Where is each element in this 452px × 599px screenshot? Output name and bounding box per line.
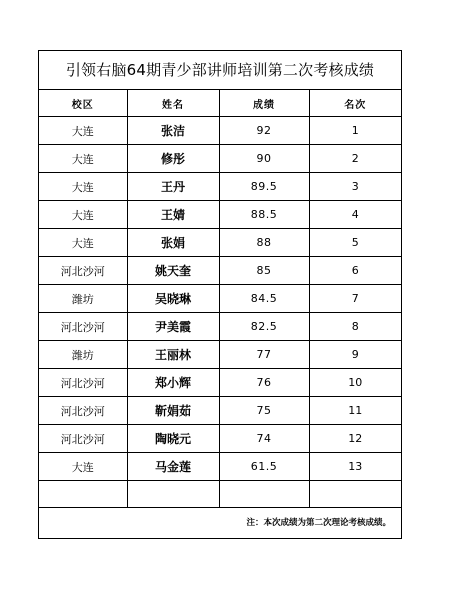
cell-name: 张洁 bbox=[127, 117, 219, 145]
cell-score: 75 bbox=[219, 397, 309, 425]
cell-rank: 4 bbox=[309, 201, 401, 229]
cell-rank: 3 bbox=[309, 173, 401, 201]
cell-score: 89.5 bbox=[219, 173, 309, 201]
empty-row bbox=[39, 481, 401, 508]
cell-name: 尹美霞 bbox=[127, 313, 219, 341]
cell-name: 王丽林 bbox=[127, 341, 219, 369]
cell-score: 88 bbox=[219, 229, 309, 257]
table-row bbox=[39, 173, 401, 201]
cell-name: 靳娟茹 bbox=[127, 397, 219, 425]
cell-name: 马金莲 bbox=[127, 453, 219, 481]
cell-rank: 2 bbox=[309, 145, 401, 173]
header-row bbox=[39, 90, 401, 117]
cell-rank: 7 bbox=[309, 285, 401, 313]
cell-score: 92 bbox=[219, 117, 309, 145]
cell-campus: 大连 bbox=[39, 117, 127, 145]
cell-score: 88.5 bbox=[219, 201, 309, 229]
cell-score: 61.5 bbox=[219, 453, 309, 481]
cell-name: 王婧 bbox=[127, 201, 219, 229]
cell-rank: 12 bbox=[309, 425, 401, 453]
cell-score: 82.5 bbox=[219, 313, 309, 341]
empty-cell bbox=[39, 481, 127, 508]
cell-rank: 5 bbox=[309, 229, 401, 257]
cell-score: 77 bbox=[219, 341, 309, 369]
cell-score: 85 bbox=[219, 257, 309, 285]
header-rank: 名次 bbox=[309, 90, 401, 117]
empty-cell bbox=[219, 481, 309, 508]
cell-name: 吴晓琳 bbox=[127, 285, 219, 313]
score-sheet bbox=[38, 50, 402, 539]
cell-name: 陶晓元 bbox=[127, 425, 219, 453]
cell-name: 姚天奎 bbox=[127, 257, 219, 285]
cell-score: 74 bbox=[219, 425, 309, 453]
table-row bbox=[39, 397, 401, 425]
cell-campus: 河北沙河 bbox=[39, 313, 127, 341]
cell-rank: 11 bbox=[309, 397, 401, 425]
cell-score: 84.5 bbox=[219, 285, 309, 313]
cell-campus: 河北沙河 bbox=[39, 425, 127, 453]
header-campus: 校区 bbox=[39, 90, 127, 117]
sheet-title: 引领右脑64期青少部讲师培训第二次考核成绩 bbox=[39, 51, 401, 90]
header-score: 成绩 bbox=[219, 90, 309, 117]
footnote: 注：本次成绩为第二次理论考核成绩。 bbox=[246, 518, 391, 528]
table-row bbox=[39, 341, 401, 369]
cell-name: 郑小辉 bbox=[127, 369, 219, 397]
empty-cell bbox=[127, 481, 219, 508]
header-name: 姓名 bbox=[127, 90, 219, 117]
cell-rank: 6 bbox=[309, 257, 401, 285]
table-row bbox=[39, 201, 401, 229]
cell-rank: 8 bbox=[309, 313, 401, 341]
cell-campus: 大连 bbox=[39, 453, 127, 481]
table-row bbox=[39, 285, 401, 313]
cell-campus: 潍坊 bbox=[39, 341, 127, 369]
score-table bbox=[39, 90, 401, 508]
cell-campus: 河北沙河 bbox=[39, 397, 127, 425]
cell-campus: 潍坊 bbox=[39, 285, 127, 313]
cell-rank: 9 bbox=[309, 341, 401, 369]
table-row bbox=[39, 369, 401, 397]
table-row bbox=[39, 453, 401, 481]
cell-rank: 10 bbox=[309, 369, 401, 397]
empty-cell bbox=[309, 481, 401, 508]
cell-score: 90 bbox=[219, 145, 309, 173]
cell-name: 张娟 bbox=[127, 229, 219, 257]
cell-campus: 大连 bbox=[39, 229, 127, 257]
table-row bbox=[39, 117, 401, 145]
table-row bbox=[39, 145, 401, 173]
cell-rank: 1 bbox=[309, 117, 401, 145]
cell-campus: 大连 bbox=[39, 201, 127, 229]
cell-rank: 13 bbox=[309, 453, 401, 481]
cell-campus: 河北沙河 bbox=[39, 369, 127, 397]
table-row bbox=[39, 229, 401, 257]
table-row bbox=[39, 313, 401, 341]
cell-campus: 大连 bbox=[39, 145, 127, 173]
cell-name: 王丹 bbox=[127, 173, 219, 201]
cell-campus: 河北沙河 bbox=[39, 257, 127, 285]
cell-campus: 大连 bbox=[39, 173, 127, 201]
cell-score: 76 bbox=[219, 369, 309, 397]
cell-name: 修彤 bbox=[127, 145, 219, 173]
table-row bbox=[39, 425, 401, 453]
table-row bbox=[39, 257, 401, 285]
